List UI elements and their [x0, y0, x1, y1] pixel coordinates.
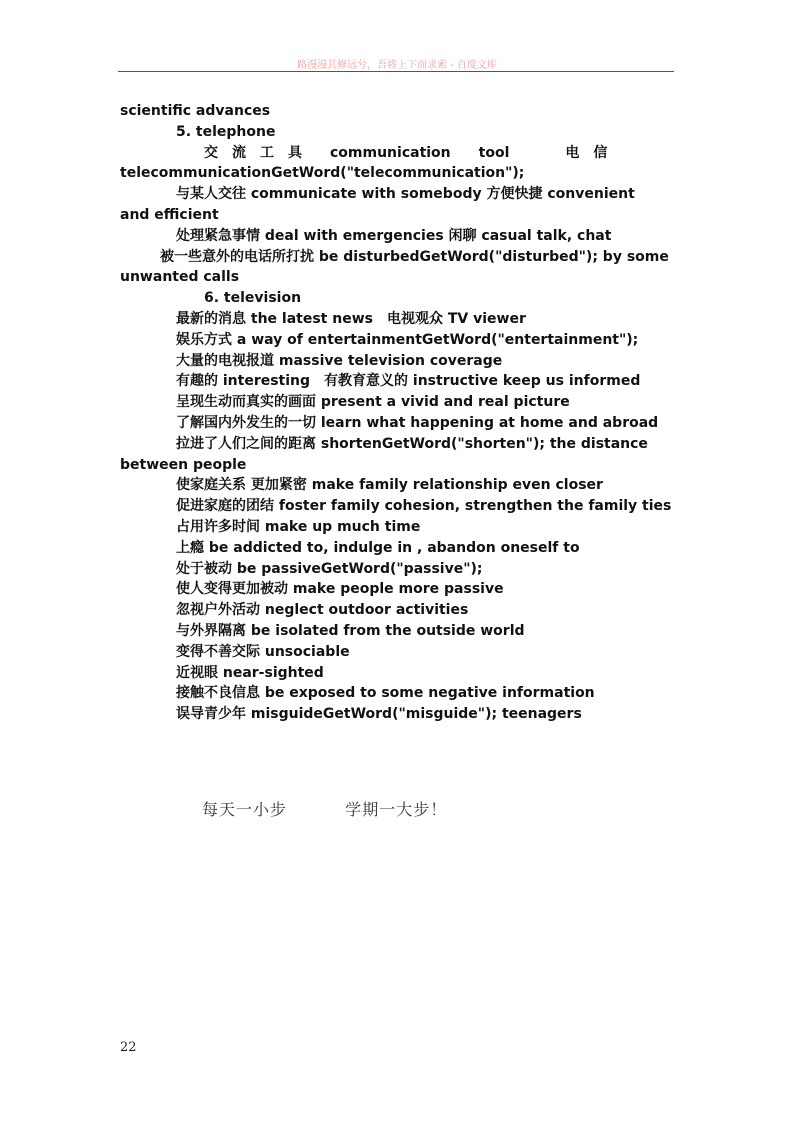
- text-line: 促进家庭的团结 foster family cohesion, strengthen the family ties: [176, 498, 672, 515]
- text-line: 占用许多时间 make up much time: [176, 518, 421, 535]
- text-line: between people: [120, 456, 247, 473]
- text-line: 呈现生动而真实的画面 present a vivid and real picture: [176, 394, 570, 411]
- text-line: 了解国内外发生的一切 learn what happening at home and abroad: [176, 414, 659, 431]
- running-header: 路漫漫其修远兮，吾将上下而求索 - 百度文库: [297, 60, 497, 71]
- header-divider: [118, 71, 674, 72]
- text-line: 忽视户外活动 neglect outdoor activities: [176, 602, 469, 619]
- text-line: 处于被动 be passiveGetWord("passive");: [176, 560, 483, 577]
- page-number: 22: [120, 1040, 137, 1055]
- section-heading-television: 6. television: [204, 290, 302, 307]
- text-line: 娱乐方式 a way of entertainmentGetWord("entertainment");: [176, 331, 639, 348]
- text-line: 上瘾 be addicted to, indulge in , abandon oneself to: [176, 539, 580, 556]
- text-line: 使人变得更加被动 make people more passive: [176, 581, 504, 598]
- text-line: telecommunicationGetWord("telecommunication");: [120, 165, 525, 182]
- text-line: 接触不良信息 be exposed to some negative information: [176, 685, 595, 702]
- text-line: 与某人交往 communicate with somebody 方便快捷 convenient: [176, 186, 635, 203]
- text-line: scientific advances: [120, 103, 271, 119]
- motto-part-2: 学期一大步！: [345, 800, 448, 819]
- text-line: 误导青少年 misguideGetWord("misguide"); teenagers: [176, 706, 582, 723]
- text-line: 最新的消息 the latest news 电视观众 TV viewer: [176, 310, 526, 327]
- text-line: 使家庭关系 更加紧密 make family relationship even closer: [176, 477, 603, 494]
- text-line: 有趣的 interesting 有教育意义的 instructive keep us informed: [176, 373, 641, 390]
- text-line: 拉进了人们之间的距离 shortenGetWord("shorten"); the distance: [176, 435, 648, 452]
- text-line: 被一些意外的电话所打扰 be disturbedGetWord("disturbed"); by some: [160, 248, 669, 265]
- text-line: 交 流 工 具 communication tool 电 信: [204, 144, 608, 161]
- text-line: 与外界隔离 be isolated from the outside world: [176, 622, 525, 639]
- text-line: 变得不善交际 unsociable: [176, 643, 350, 660]
- text-line: and efficient: [120, 206, 219, 223]
- vocabulary-list: [120, 101, 676, 725]
- text-line: 处理紧急事情 deal with emergencies 闲聊 casual talk, chat: [176, 227, 612, 244]
- text-line: 近视眼 near-sighted: [176, 664, 324, 681]
- motto: [202, 797, 447, 820]
- section-heading-telephone: 5. telephone: [176, 123, 276, 140]
- motto-part-1: 每天一小步: [202, 800, 288, 819]
- text-line: unwanted calls: [120, 269, 240, 286]
- text-line: 大量的电视报道 massive television coverage: [176, 352, 503, 369]
